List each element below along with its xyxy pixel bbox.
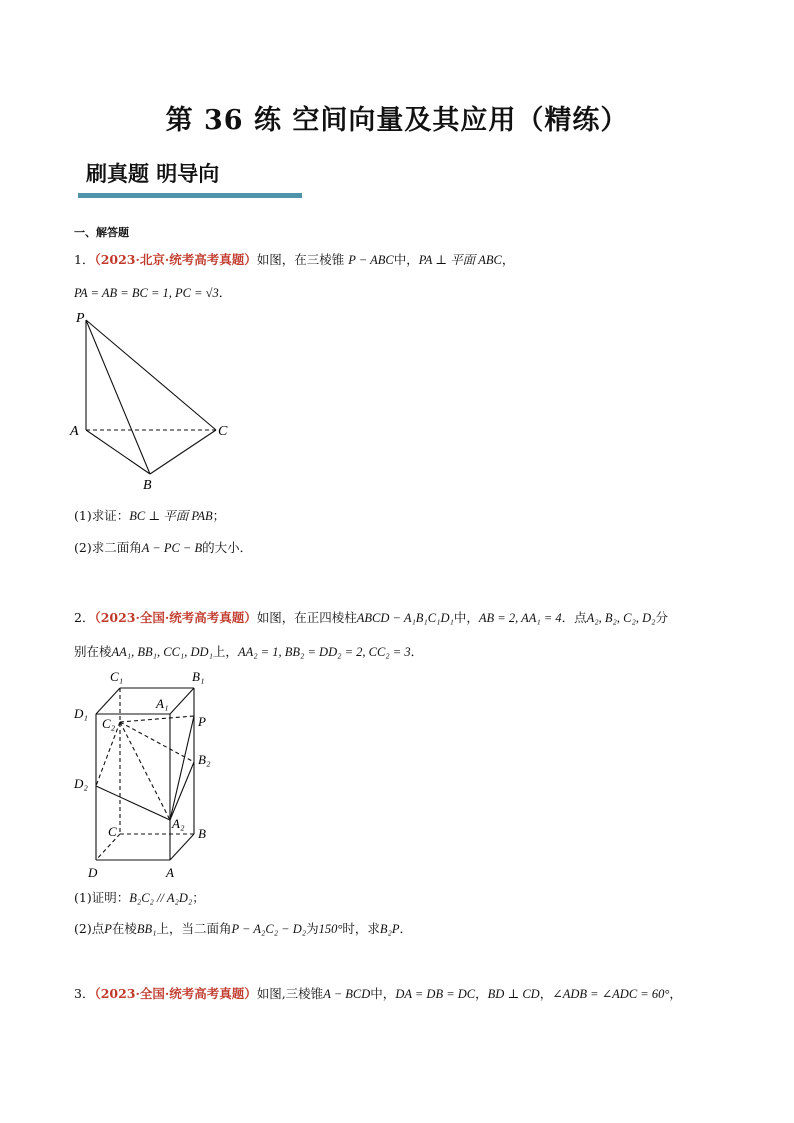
q2-text: ；: [192, 890, 205, 905]
q2-label-C: C: [108, 824, 117, 839]
q3-math: ∠ADB = ∠ADC = 60°: [552, 987, 670, 1001]
q2-label-B: B: [198, 826, 206, 841]
q3-text: ，: [669, 986, 682, 1001]
q2-label-D1: D₁: [74, 706, 88, 721]
q2-label-C2: C₂: [102, 716, 116, 731]
q2-label-B1: B₁: [192, 669, 205, 684]
q2-label-D2: D₂: [74, 776, 88, 791]
q1-part-2: [74, 538, 252, 556]
q1-math: P − ABC: [348, 253, 394, 267]
q2-number: 2．: [74, 610, 95, 625]
q2-part-2: [74, 919, 412, 937]
q2-label-A1: A₁: [156, 696, 169, 711]
q2-text: 中，: [453, 610, 479, 625]
q3-math: BD ⊥ CD: [487, 987, 540, 1001]
q2-text: 分: [655, 610, 668, 625]
q2-math: B₂C₂ // A₂D₂: [129, 891, 193, 905]
q1-text: ；: [212, 508, 226, 523]
q3-math: A − BCD: [323, 987, 371, 1001]
category-heading: 一、解答题: [74, 226, 129, 239]
q1-text: ．: [218, 285, 232, 300]
section-underline: [78, 193, 302, 198]
q2-line-1: [74, 608, 668, 626]
q2-label-A: A: [166, 865, 174, 880]
page-title: 第 36 练 空间向量及其应用（精练）: [165, 105, 629, 136]
q1-label-A: A: [70, 424, 79, 439]
q2-text: ．: [399, 921, 413, 936]
q1-line-1: [74, 250, 514, 268]
q2-text: 为: [306, 921, 319, 936]
q2-text: (2)点: [74, 921, 105, 936]
q2-label-D: D: [88, 865, 98, 880]
q2-text: 上，: [212, 644, 238, 659]
q2-math: AA₁, BB₁, CC₁, DD₁: [111, 645, 213, 659]
q2-text: ．点: [561, 610, 587, 625]
q2-math: ABCD − A₁B₁C₁D₁: [356, 611, 454, 625]
q1-line-2: [74, 283, 231, 301]
q2-text: 在棱: [111, 921, 137, 936]
q3-number: 3．: [74, 986, 95, 1001]
q1-label-B: B: [143, 478, 152, 493]
q3-text: ，: [475, 986, 488, 1001]
q3-math: DA = DB = DC: [395, 987, 476, 1001]
q2-label-A2: A₂: [172, 816, 185, 831]
q3-source-tag: （2023·全国·统考高考真题）: [94, 986, 257, 1001]
q1-text: (2)求二面角: [74, 540, 142, 555]
q2-text: ．: [410, 644, 424, 659]
q1-source-tag: （2023·北京·统考高考真题）: [94, 252, 257, 267]
q2-text: 如图，在正四棱柱: [256, 610, 357, 625]
q1-text: 如图，在三棱锥: [256, 252, 345, 267]
q2-math: A₂, B₂, C₂, D₂: [586, 611, 656, 625]
q2-line-2: [74, 642, 423, 660]
q2-math: 150°: [318, 922, 343, 936]
section-heading: 刷真题 明导向: [86, 161, 220, 186]
q1-text: (1)求证：: [74, 508, 130, 523]
q2-part-1: [74, 888, 205, 906]
q2-math: P: [104, 922, 112, 936]
q1-figure: [66, 306, 246, 496]
q2-math: BB₁: [136, 922, 157, 936]
q1-number: 1．: [74, 252, 95, 267]
q3-text: ，: [539, 986, 553, 1001]
q3-line-1: [74, 984, 682, 1002]
q1-text: ，: [501, 252, 515, 267]
q1-math: PA ⊥ 平面 ABC: [418, 253, 502, 267]
q2-text: 别在棱: [74, 644, 112, 659]
q3-text: 如图,三棱锥: [256, 986, 324, 1001]
q2-label-C1: C₁: [110, 669, 124, 684]
q2-math: AB = 2, AA₁ = 4: [478, 611, 562, 625]
q1-text: 的大小．: [202, 540, 253, 555]
q3-text: 中，: [370, 986, 396, 1001]
q2-math: B₂P: [379, 922, 400, 936]
q2-math: AA₂ = 1, BB₂ = DD₂ = 2, CC₂ = 3: [237, 645, 411, 659]
q1-label-P: P: [76, 311, 85, 326]
q2-label-B2: B₂: [198, 752, 211, 767]
q2-text: (1)证明：: [74, 890, 130, 905]
q2-text: 时，求: [342, 921, 380, 936]
q1-math: PA = AB = BC = 1, PC = √3: [74, 286, 219, 300]
q2-source-tag: （2023·全国·统考高考真题）: [94, 610, 257, 625]
q2-label-P: P: [198, 714, 206, 729]
q1-math: BC ⊥ 平面 PAB: [129, 509, 213, 523]
q1-text: 中，: [393, 252, 419, 267]
q1-label-C: C: [218, 424, 228, 439]
q2-text: 上，当二面角: [156, 921, 232, 936]
q2-math: P − A₂C₂ − D₂: [231, 922, 307, 936]
q1-part-1: [74, 506, 225, 524]
q2-figure: [66, 664, 236, 882]
q1-math: A − PC − B: [141, 541, 203, 555]
